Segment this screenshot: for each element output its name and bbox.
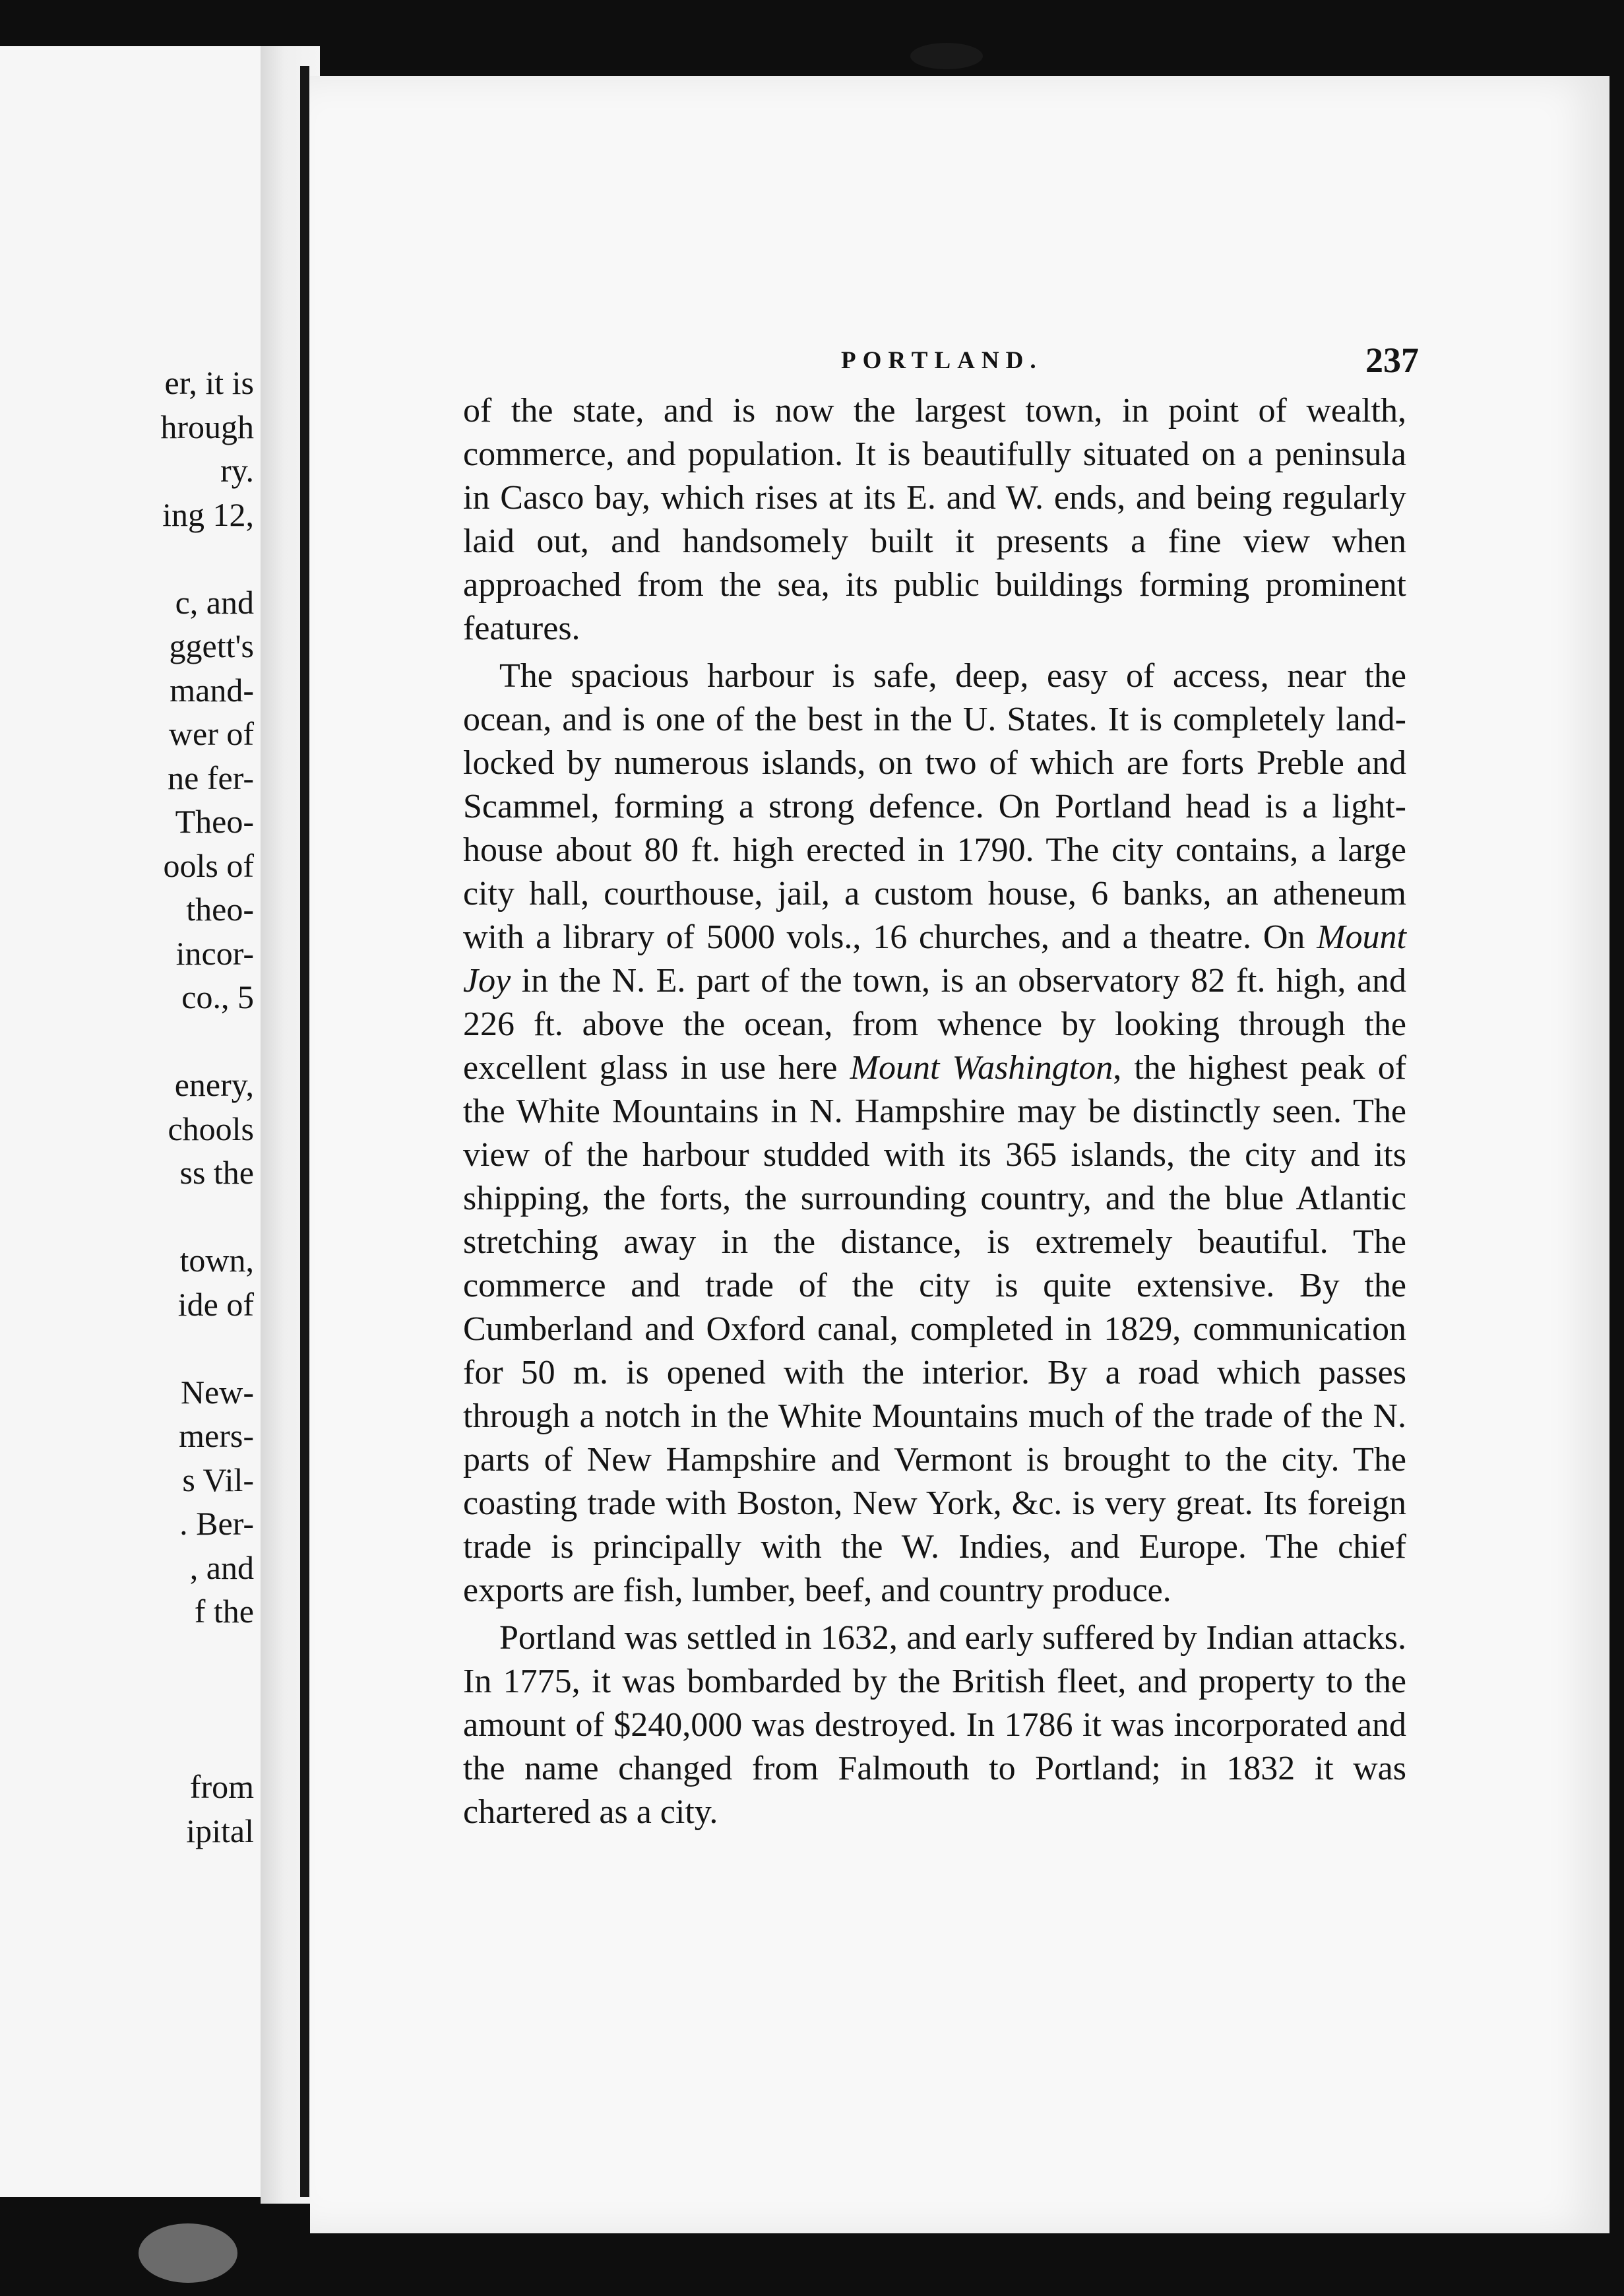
paragraph — [463, 1616, 1406, 1834]
facing-page-line-fragment: co., 5 — [181, 978, 254, 1015]
facing-page-line-fragment: hrough — [160, 408, 254, 445]
facing-page-line-fragment: s Vil- — [182, 1461, 254, 1498]
text-segment: in the N. E. part of the town, is an observatory 82 ft. high, and 226 ft. above the ocean, from whence by looking through the excellent glass in use here — [463, 962, 1406, 1087]
body-text — [463, 389, 1406, 1838]
facing-page-line-fragment: mers- — [179, 1417, 254, 1454]
text-segment: Portland was settled in 1632, and early suffered by Indian attacks. In 1775, it was bombarded by the British fleet, and property to the amount of $240,000 was destroyed. In 1786 it was incorporated and the name changed from Falmouth to Portland; in 1832 it was chartered as a city. — [463, 1619, 1406, 1831]
running-title: PORTLAND. — [841, 347, 1043, 374]
page-number: 237 — [1365, 340, 1419, 380]
paragraph — [463, 654, 1406, 1612]
facing-page-line-fragment: , and — [189, 1548, 254, 1586]
facing-page-line-fragment: enery, — [174, 1066, 254, 1103]
book-spine — [300, 66, 309, 2197]
facing-page-line-fragment: Theo- — [175, 803, 254, 840]
facing-page-line-fragment: ools of — [163, 846, 254, 884]
italic-place-name: Mount Joy — [463, 918, 1406, 1000]
facing-page-line-fragment: wer of — [168, 715, 254, 752]
facing-page-line-fragment: ipital — [186, 1812, 254, 1849]
facing-page-line-fragment: mand- — [170, 671, 254, 709]
facing-page-line-fragment: . Ber- — [179, 1505, 254, 1542]
facing-page-line-fragment: incor- — [175, 934, 254, 972]
facing-page-line-fragment: town, — [179, 1242, 254, 1279]
page-header — [310, 340, 1609, 386]
facing-page-left — [0, 46, 261, 2197]
facing-page-line-fragment: chools — [168, 1110, 254, 1147]
facing-page-line-fragment: ne fer- — [168, 759, 254, 796]
text-segment: of the state, and is now the largest town, in point of wealth, commerce, and population. It is beautifully situated on a peninsula in Casco bay, which rises at its E. and W. ends, and being regularly laid out, and handsomely built it presents a fine view when approached from the sea, its public buildings forming prominent features. — [463, 392, 1406, 647]
facing-page-line-fragment: er, it is — [164, 364, 254, 401]
facing-page-line-fragment: ggett's — [169, 627, 254, 664]
facing-page-line-fragment: c, and — [175, 583, 254, 621]
facing-page-line-fragment: New- — [180, 1373, 254, 1411]
facing-page-line-fragment: ing 12, — [162, 495, 254, 533]
page-right — [310, 76, 1609, 2233]
facing-page-line-fragment: f the — [194, 1593, 254, 1630]
text-segment: , the highest peak of the White Mountains in N. Hampshire may be distinctly seen. The view of the harbour studded with its 365 islands, the city and its shipping, the forts, the surrounding country, and the blue Atlantic stretching away in the distance, is extremely beautiful. The commerce and trade of the city is quite extensive. By the Cumberland and Oxford canal, completed in 1829, communication for 50 m. is opened with the interior. By a road which passes through a notch in the White Mountains much of the trade of the N. parts of New Hampshire and Vermont is brought to the city. The coasting trade with Boston, New York, &c. is very great. Its foreign trade is principally with the W. Indies, and Europe. The chief exports are fish, lumber, beef, and country produce. — [463, 1049, 1407, 1609]
text-segment: The spacious harbour is safe, deep, easy of access, near the ocean, and is one of the best in the U. States. It is completely land-locked by numerous islands, on two of which are forts Preble and Scammel, forming a strong defence. On Portland head is a light-house about 80 ft. high erected in 1790. The city contains, a large city hall, courthouse, jail, a custom house, 6 banks, an atheneum with a library of 5000 vols., 16 churches, and a theatre. On — [463, 657, 1406, 956]
facing-page-line-fragment: ry. — [220, 452, 254, 489]
italic-place-name: Mount Washington — [850, 1049, 1113, 1087]
facing-page-line-fragment: ss the — [179, 1154, 254, 1191]
facing-page-line-fragment: ide of — [177, 1285, 254, 1323]
paper-blemish — [139, 2223, 237, 2283]
facing-page-line-fragment: theo- — [186, 891, 254, 928]
paper-blemish — [910, 43, 983, 69]
facing-page-line-fragment: from — [189, 1768, 254, 1805]
paragraph — [463, 389, 1406, 651]
